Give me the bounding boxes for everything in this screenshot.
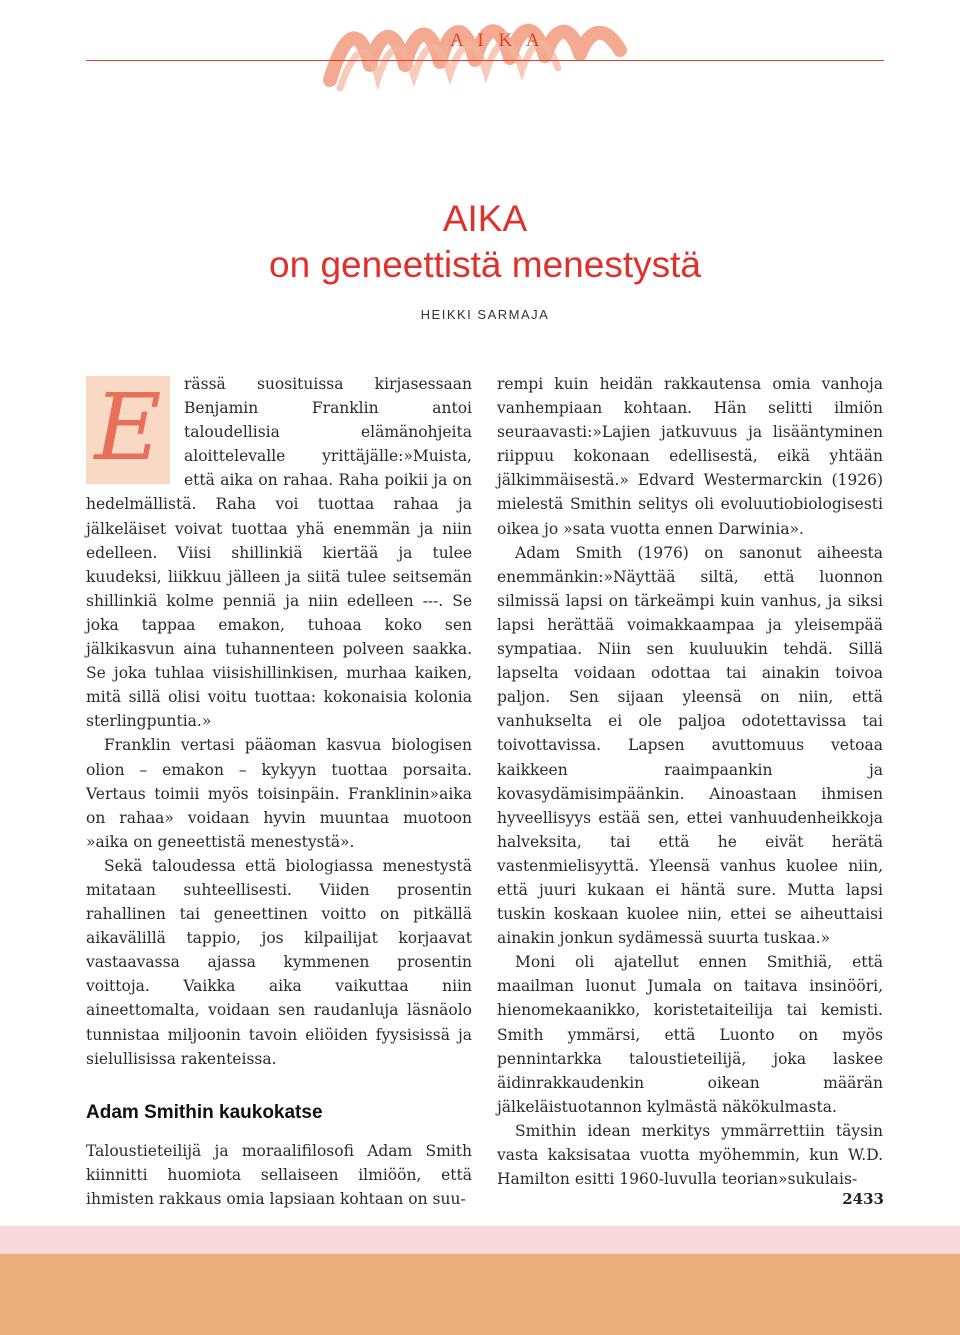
header-rule	[86, 60, 884, 61]
right-column	[497, 372, 883, 1191]
author-byline: HEIKKI SARMAJA	[420, 307, 550, 322]
article-title	[86, 196, 884, 288]
brush-stroke-decoration	[310, 10, 650, 100]
section-label: A I K A	[450, 30, 545, 51]
footer-band	[0, 1226, 960, 1254]
paragraph: Smithin idean merkitys ymmärrettiin täysin vasta kaksisataa vuotta myöhemmin, kun W.D. Hamilton esitti 1960-luvulla teorian»sukulais-	[497, 1121, 883, 1189]
left-column	[86, 372, 472, 1211]
title-line-1: AIKA	[442, 198, 528, 239]
paragraph: rässä suosituissa kirjasessaan Benjamin Franklin antoi taloudellisia elämänohjeita aloittelevalle yrittäjälle:»Muista, että aika on rahaa. Raha poikii ja on hedelmällistä. Raha voi tuottaa rahaa ja jälkeläiset voivat tuottaa yhä enemmän ja niin edelleen. Viisi shillinkiä kiertää ja tulee kuudeksi, liikkuu jälleen ja siitä tulee seitsemän shillinkiä kolme penniä ja niin edelleen ---. Se joka tappaa emakon, tuhoaa koko sen jälkikasvun aina tuhannenteen polveen saakka. Se joka tuhlaa viisishillinkisen, murhaa kaiken, mitä sillä olisi voitu tuottaa: kokonaisia kolonia sterlingpuntia.»	[86, 375, 472, 731]
drop-cap-letter: E	[94, 374, 162, 481]
subheading: Adam Smithin kaukokatse	[86, 1101, 323, 1123]
footer-fill	[0, 1254, 960, 1335]
paragraph: Franklin vertasi pääoman kasvua biologisen olion – emakon – kykyyn tuottaa porsaita. Vertaus toimii myös toisinpäin. Franklinin»aika on rahaa» voidaan hyvin muuntaa muotoon »aika on geneettistä menestystä».	[86, 736, 472, 851]
paragraph: Taloustieteilijä ja moraalifilosofi Adam Smith kiinnitti huomiota sellaiseen ilmiöön, että ihmisten rakkaus omia lapsiaan kohtaan on suu-	[86, 1141, 472, 1208]
page-number: 2433	[842, 1190, 884, 1208]
drop-cap	[86, 376, 170, 484]
paragraph: Adam Smith (1976) on sanonut aiheesta enemmänkin:»Näyttää siltä, että luonnon silmissä lapsi on tärkeämpi kuin vanhus, ja siksi lapsi herättää voimakkaampaa ja yleisempää sympatiaa. Niin sen kuuluukin tehdä. Sillä lapselta voidaan odottaa tai ainakin toivoa paljon. Sen sijaan yleensä on niin, että vanhukselta ei ole paljoa odotettavissa tai toivottavissa. Lapsen avuttomuus vetoaa kaikkeen raaimpaankin ja kovasydämisimpäänkin. Ainoastaan ihmisen hyveellisyys estää sen, ettei vanhuudenheikkoja halveksita, tai että he eivät herätä vastenmielisyyttä. Yleensä vanhus kuolee niin, että juuri kukaan ei häntä sure. Mutta lapsi tuskin koskaan kuolee niin, ettei se aiheuttaisi ainakin jonkun sydämessä suurta tuskaa.»	[497, 543, 883, 948]
paragraph: Moni oli ajatellut ennen Smithiä, että maailman luonut Jumala on taitava insinööri, hienomekaanikko, koristetaiteilija tai kemisti. Smith ymmärsi, että Luonto on myös pennintarkka taloustieteilijä, joka laskee äidinrakkaudenkin oikean määrän jälkeläistuotannon kylmästä näkökulmasta.	[497, 953, 883, 1116]
paragraph: rempi kuin heidän rakkautensa omia vanhoja vanhempiaan kohtaan. Hän selitti ilmiön seuraavasti:»Lajien jatkuvuus ja lisääntyminen riippuu kokonaan edellisestä, eikä yhtään jälkimmäisestä.» Edvard Westermarckin (1926) mielestä Smithin selitys oli evoluutiobiologisesti oikea jo »sata vuotta ennen Darwinia».	[497, 375, 883, 538]
paragraph: Sekä taloudessa että biologiassa menestystä mitataan suhteellisesti. Viiden prosentin rahallinen tai geneettinen voitto on pitkällä aikavälillä tappio, jos kilpailijat korjaavat vastaavassa ajassa kymmenen prosentin voittoja. Vaikka aika vaikuttaa niin aineettomalta, voidaan sen raudanluja läsnäolo tunnistaa miljoonin tavoin eliöiden fyysisissä ja sielullisissa rakenteissa.	[86, 856, 472, 1068]
title-line-2: on geneettistä menestystä	[269, 244, 701, 285]
